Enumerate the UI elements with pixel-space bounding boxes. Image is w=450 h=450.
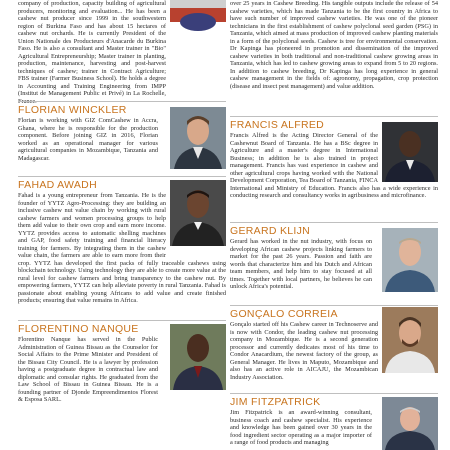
bio-text: Florian is working with GIZ ComCashew in Accra, Ghana, where he is responsible for the production component. Before joining GIZ in 2016, Florian worked as an operational manager for various agricultural companies in Mozambique, Tanzania and Madagascar. <box>18 117 158 162</box>
speaker-name: GONÇALO CORREIA <box>230 305 438 319</box>
speaker-photo <box>170 324 226 390</box>
bio-text: Florentino Nanque has served in the Public Administration of Guinea Bissau as the Counselor for Social Affairs to the Prime Minister and President of the Bissau City Council. He is a lawyer by profession having a postgraduate degree in contractual law and diplomatic and consular rights. He graduated from the Law School of Bissau in Guinea Bissau. He is a founding partner of Djonde Empreendimentos Florest & Esposa SARL. <box>18 336 158 403</box>
speaker-name: FLORIAN WINCKLER <box>18 101 226 115</box>
bio-top-right <box>230 0 438 110</box>
bio-text: Fahad is a young entrepreneur from Tanzania. He is the founder of YYTZ Agro-Processing: they are building an inclusive cashew nut value chain by working with rural cashew farmers and women processing groups to help them add value to their own crop and earn more income. YYTZ provides access to automatic shelling machines and GAP, food safety training and financial literacy training for farmers. By integrating them in the cashew value chain, the farmers are able to earn more from their crop. YYTZ has developed the first packs of fully traceable cashews using blockchain technology. Using technology they are able to create more value at the rural level for cashew farmers and bring transparency to the cashew nut. By empowering farmers, YYTZ can help alleviate poverty in rural Tanzania. Fahad is passionate about enabling young Africans to add value and create finished products; ensuring that value remains in Africa. <box>18 192 226 304</box>
bio-text: company of production, capacity building of agricultural producers, monitoring and evaluation... He has been a cashew nut producer since 1999 in the southwestern region of Burkina Faso and has about 15 hectares of cashew nut orchards. He is currently President of the Union Nationale des Producteurs d'Anacarde du Burkina Faso. He is also a consultant and Master trainer in "Bio" Agricultural Entrepreneurship; Master trainer in planting, production, maintenance, harvesting and post-harvest techniques of cashew; trainer in Contract Agriculture; FBS trainer (Farmer Business School). He holds a degree in Accounting and Training Engineering from IMPP (Institut de Management Public et Privé) in La Rochelle, France. <box>18 0 166 105</box>
speaker-name: FAHAD AWADH <box>18 176 226 190</box>
speaker-name: GERARD KLIJN <box>230 222 438 236</box>
bio-florian <box>18 101 226 173</box>
speaker-photo <box>170 180 226 246</box>
speaker-photo <box>382 228 438 292</box>
bio-goncalo <box>230 305 438 389</box>
speaker-name: FLORENTINO NANQUE <box>18 320 226 334</box>
speaker-photo <box>382 397 438 450</box>
bio-text: Francis Alfred is the Acting Director General of the Cashewnut Board of Tanzania. He has a BSc degree in Agriculture and a master's degree in International Business; in addition he is also trained in project management. Francis has vast experience in cashew and other agricultural crops having worked with the National Development Corporation, Tea Board of Tanzania, FINCA International and Ministry of Education. Francis also has a wide experience in conducting research and consultancy works in agribusiness and microfinance. <box>230 132 438 199</box>
bio-florentino <box>18 320 226 410</box>
bio-top-left <box>18 0 226 105</box>
speaker-photo <box>382 307 438 373</box>
bio-text: Gerard has worked in the nut industry, with focus on developing African cashew projects linking farmers to market for the past 26 years. Passion and faith are words that characterize him and his Dutch and African team members, and help him to stay focused at all times. Together with local partners, he believes he can unlock Africa's potential. <box>230 238 372 290</box>
bio-fahad <box>18 176 226 316</box>
speaker-photo <box>382 122 438 182</box>
bio-jim <box>230 393 438 450</box>
bio-gerard <box>230 222 438 300</box>
speaker-name: FRANCIS ALFRED <box>230 116 438 130</box>
bio-text: over 25 years in Cashew Breeding. His tangible outputs include the release of 54 cashew varieties, which has made Tanzania to be the first country in Africa to have such number of improved cashew varieties. He was one of the pioneer technicians in the first establishment of cashew polyclonal seed garden (PSG) in Tanzania, which aimed at mass production of improved cashew planting materials in a form of the polyclonal seeds. Cashew is tree for environmental conservation. Dr Kapinga has pioneered in promotion and dissemination of the improved cashew varieties in both traditional and non-traditional cashew growing areas in Tanzania, which has led to cashew growing areas to expand from 5 to 20 regions. In addition to cashew breeding, Dr Kapinga has long experience in general cashew management in the fields of: agronomy, propagation, crop protection (disease and insect pest management) and value addition. <box>230 0 438 90</box>
speaker-name: JIM FITZPATRICK <box>230 393 438 407</box>
bio-francis <box>230 116 438 218</box>
bio-text: Gonçalo started off his Cashew career in Technoserve and is now with Condor, the leading cashew nut processing company in Mozambique. He is a second generation processor and currently dedicates most of his time to Condor Anacardium, the newest factory of the group, as General Manager. He lives in Maputo, Mozambique and also has an active role in AICAJU, the Mozambican Industry Association. <box>230 321 378 381</box>
speaker-photo <box>170 0 226 22</box>
speaker-photo <box>170 107 226 169</box>
bio-text: Jim Fitzpatrick is an award-winning consultant, business coach and cashew specialist. His experience and knowledge has been gained over 30 years in the food ingredient sector operating as a major importer of a range of food products and managing <box>230 409 372 446</box>
